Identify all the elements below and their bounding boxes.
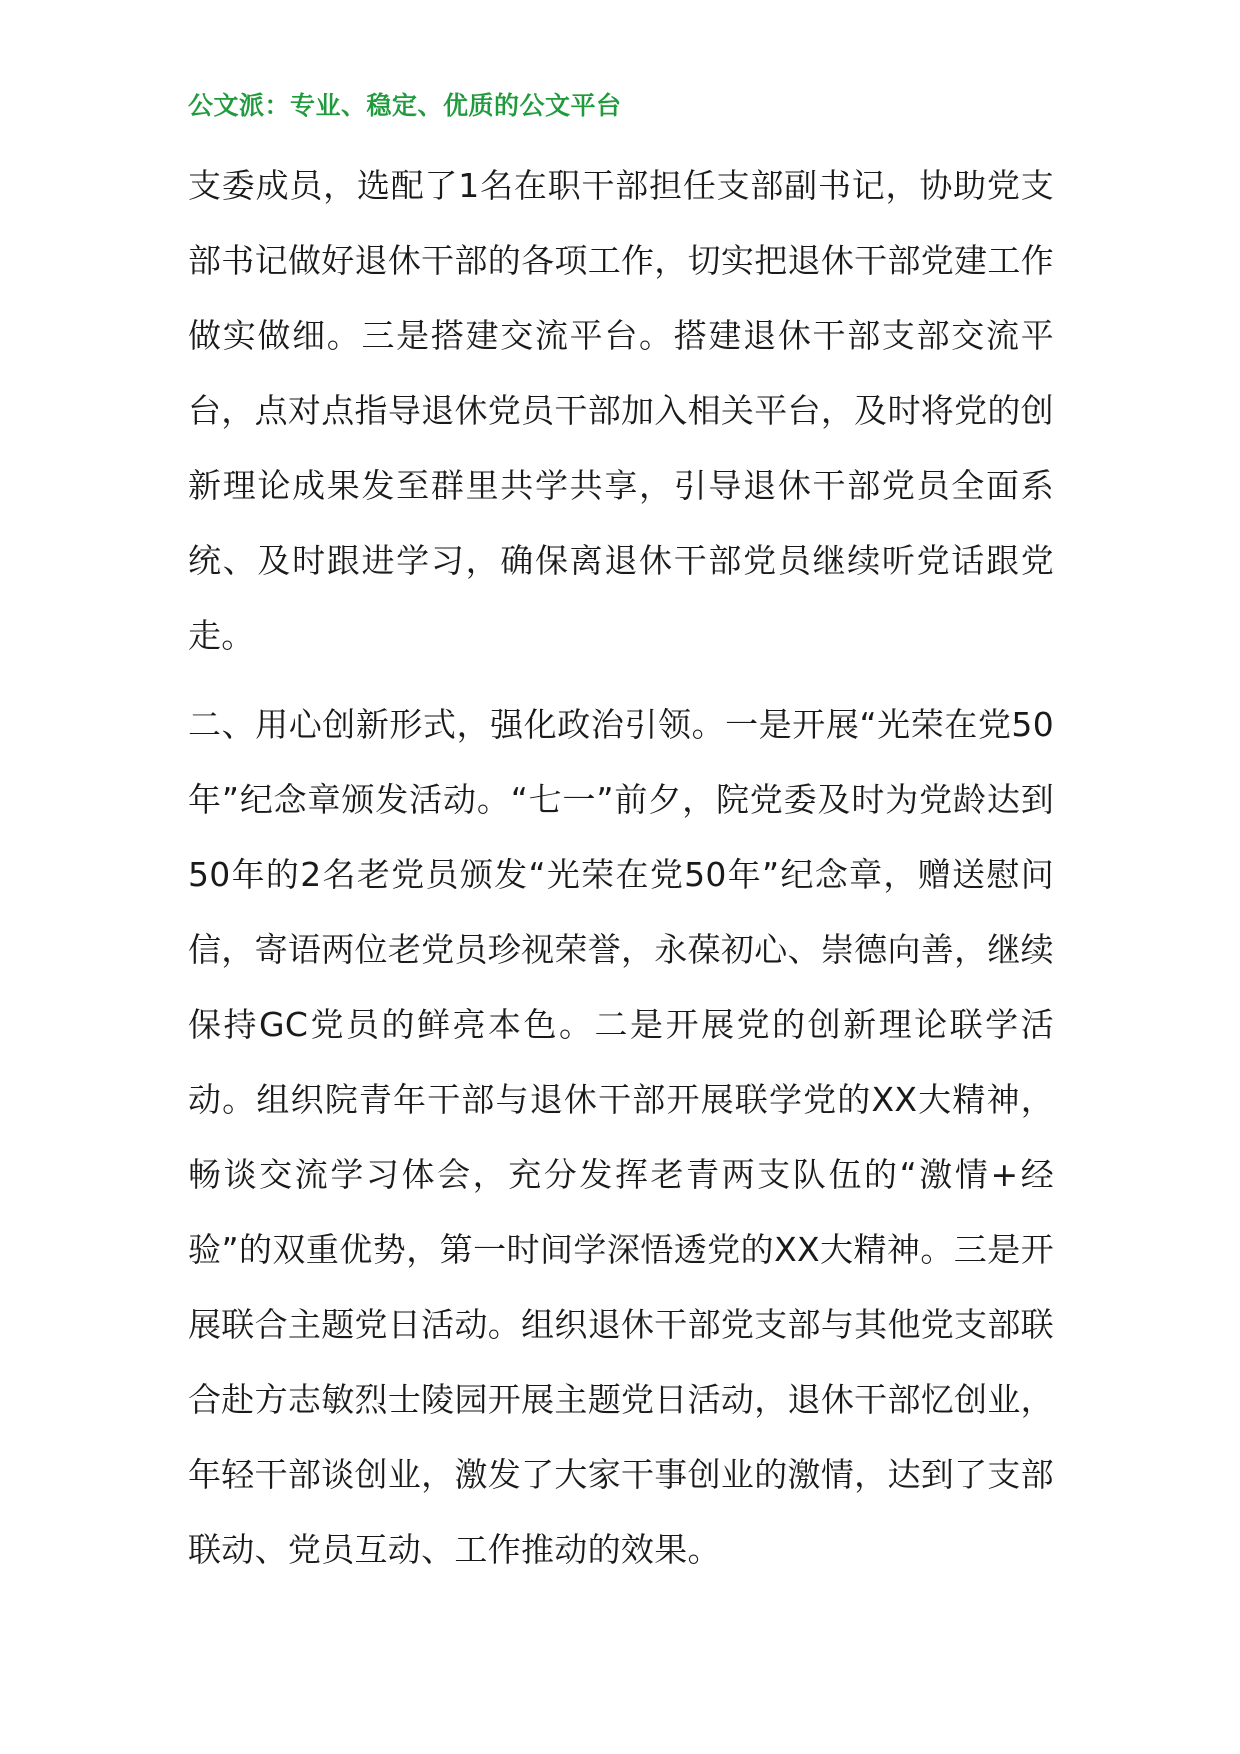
watermark-header: 公文派：专业、稳定、优质的公文平台: [188, 91, 622, 120]
body-paragraph-1: 支委成员，选配了1名在职干部担任支部副书记，协助党支部书记做好退休干部的各项工作，切实把退休干部党建工作做实做细。三是搭建交流平台。搭建退休干部支部交流平台，点对点指导退休党员干部加入相关平台，及时将党的创新理论成果发至群里共学共享，引导退休干部党员全面系统、及时跟进学习，确保离退休干部党员继续听党话跟党走。: [188, 166, 1054, 655]
body-paragraph-2: 二、用心创新形式，强化政治引领。一是开展“光荣在党50年”纪念章颁发活动。“七一”前夕，院党委及时为党龄达到50年的2名老党员颁发“光荣在党50年”纪念章，赠送慰问信，寄语两位老党员珍视荣誉，永葆初心、崇德向善，继续保持GC党员的鲜亮本色。二是开展党的创新理论联学活动。组织院青年干部与退休干部开展联学党的XX大精神，畅谈交流学习体会，充分发挥老青两支队伍的“激情+经验”的双重优势，第一时间学深悟透党的XX大精神。三是开展联合主题党日活动。组织退休干部党支部与其他党支部联合赴方志敏烈士陵园开展主题党日活动，退休干部忆创业，年轻干部谈创业，激发了大家干事创业的激情，达到了支部联动、党员互动、工作推动的效果。: [188, 705, 1054, 1569]
